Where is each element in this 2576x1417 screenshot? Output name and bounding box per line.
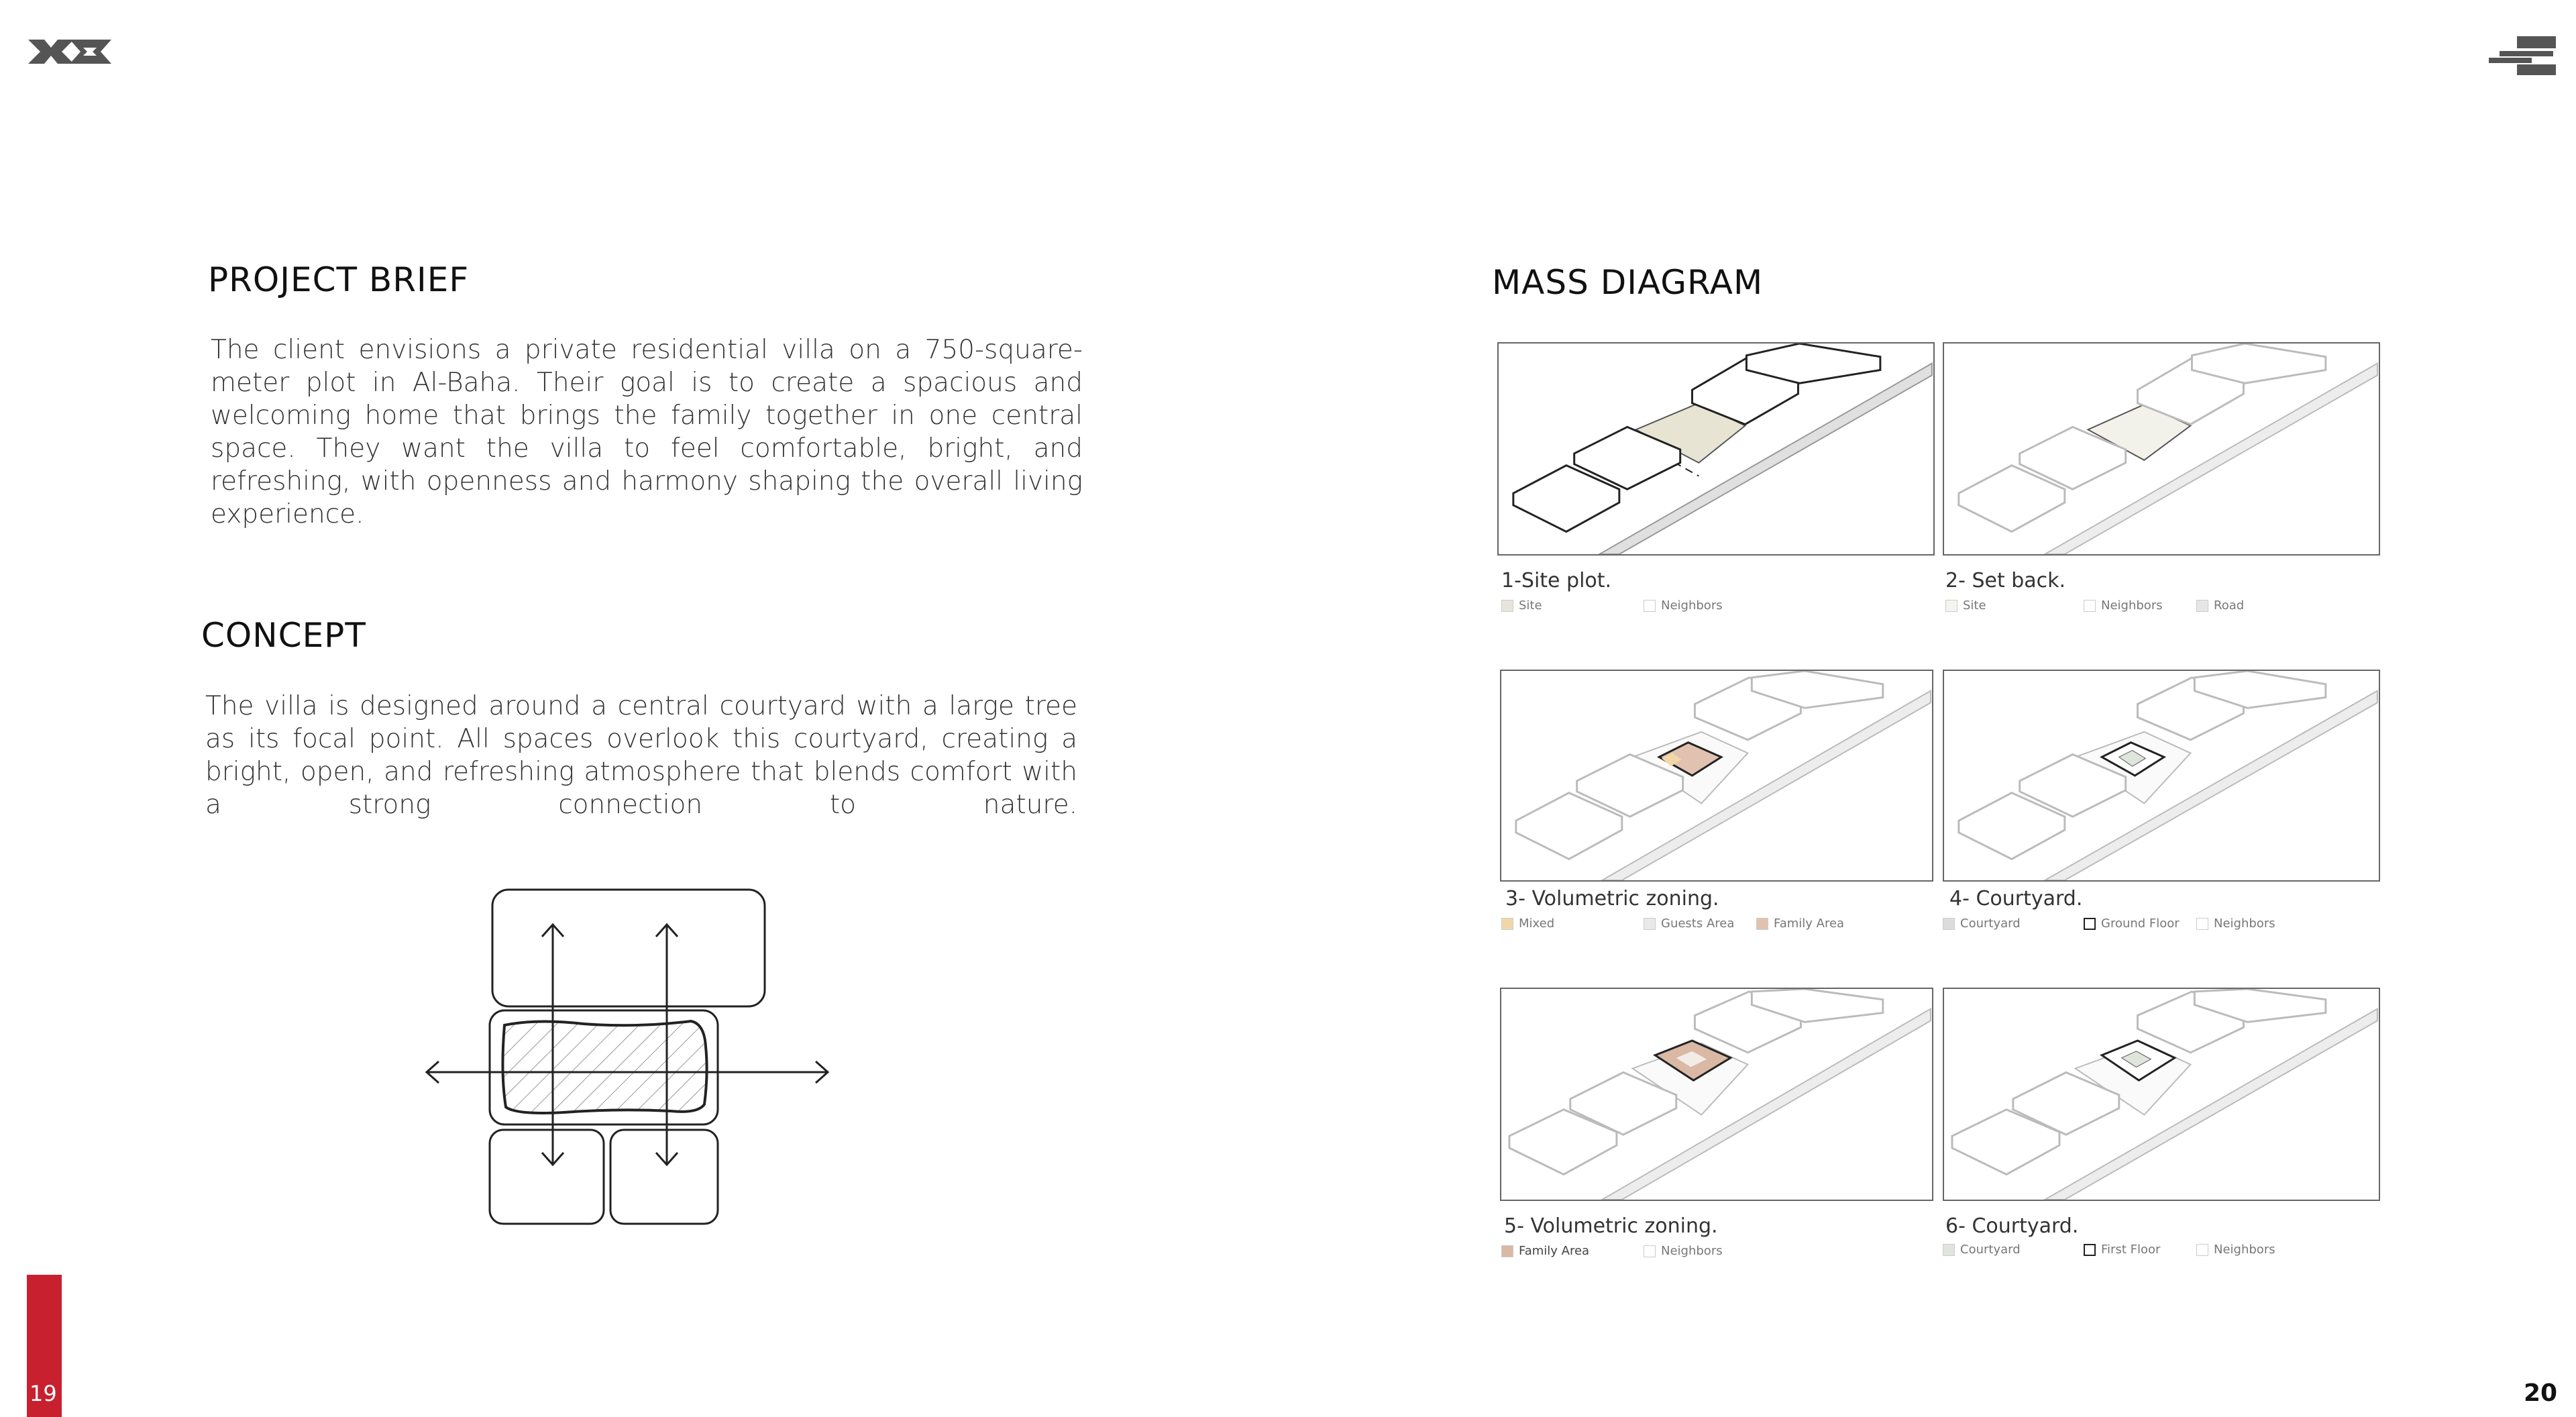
mass-tile-6: [1943, 988, 2380, 1201]
tile-6-legend-2: First Floor: [2084, 1243, 2160, 1257]
tile-4-legend-2: Ground Floor: [2084, 916, 2180, 931]
tile-5-caption: 5- Volumetric zoning.: [1504, 1214, 1718, 1238]
tile-3-caption: 3- Volumetric zoning.: [1505, 887, 1719, 910]
mass-diagram-title: MASS DIAGRAM: [1492, 263, 1764, 302]
project-brief-title: PROJECT BRIEF: [208, 260, 470, 299]
tile-1-legend-1: Site: [1501, 598, 1542, 613]
tile-2-legend-1: Site: [1945, 598, 1986, 613]
tile-1-legend-2: Neighbors: [1644, 598, 1723, 613]
mass-tile-5: [1500, 988, 1933, 1201]
concept-text: The villa is designed around a central courtyard with a large tree as its focal point. All spaces overlook this courtyard, creating a bright, open, and refreshing atmosphere that blends comfort with a strong connection to nature.: [205, 691, 1077, 820]
tile-4-caption: 4- Courtyard.: [1949, 887, 2083, 910]
mass-tile-3: [1500, 670, 1933, 882]
mass-tile-2: [1943, 342, 2380, 556]
courtyard-hatch: [502, 1021, 706, 1113]
tile-2-legend-3: Road: [2196, 598, 2244, 613]
tile-6-caption: 6- Courtyard.: [1945, 1214, 2079, 1238]
brand-logo-icon: [27, 37, 113, 66]
tile-3-legend-2: Guests Area: [1644, 916, 1734, 931]
bars-logo-icon: [2487, 35, 2557, 76]
tile-5-legend-1: Family Area: [1501, 1244, 1589, 1258]
concept-diagram: [416, 872, 845, 1235]
tile-1-caption: 1-Site plot.: [1501, 569, 1612, 592]
top-space-box: [492, 890, 765, 1006]
tile-2-caption: 2- Set back.: [1945, 569, 2066, 592]
mass-tile-1: [1497, 342, 1935, 556]
bottom-left-box: [490, 1130, 604, 1224]
tile-4-legend-3: Neighbors: [2196, 916, 2275, 931]
tile-6-legend-3: Neighbors: [2196, 1243, 2275, 1257]
concept-title: CONCEPT: [201, 616, 366, 655]
tile-3-legend-3: Family Area: [1756, 916, 1844, 931]
page-number-right: 20: [2524, 1379, 2558, 1407]
mass-tile-4: [1943, 670, 2380, 882]
tile-5-legend-2: Neighbors: [1644, 1244, 1723, 1258]
page-number-left: 19: [30, 1381, 57, 1406]
project-brief-text: The client envisions a private residential villa on a 750-square-meter plot in Al-Baha. Their goal is to create a spacious and welcoming home that brings the family together in one central space. They want the villa to feel comfortable, bright, and refreshing, with openness and harmony shaping the overall living experience.: [211, 335, 1083, 529]
tile-2-legend-2: Neighbors: [2084, 598, 2163, 613]
tile-4-legend-1: Courtyard: [1943, 916, 2021, 931]
bottom-right-box: [610, 1130, 718, 1224]
tile-6-legend-1: Courtyard: [1943, 1243, 2021, 1257]
tile-3-legend-1: Mixed: [1501, 916, 1554, 931]
